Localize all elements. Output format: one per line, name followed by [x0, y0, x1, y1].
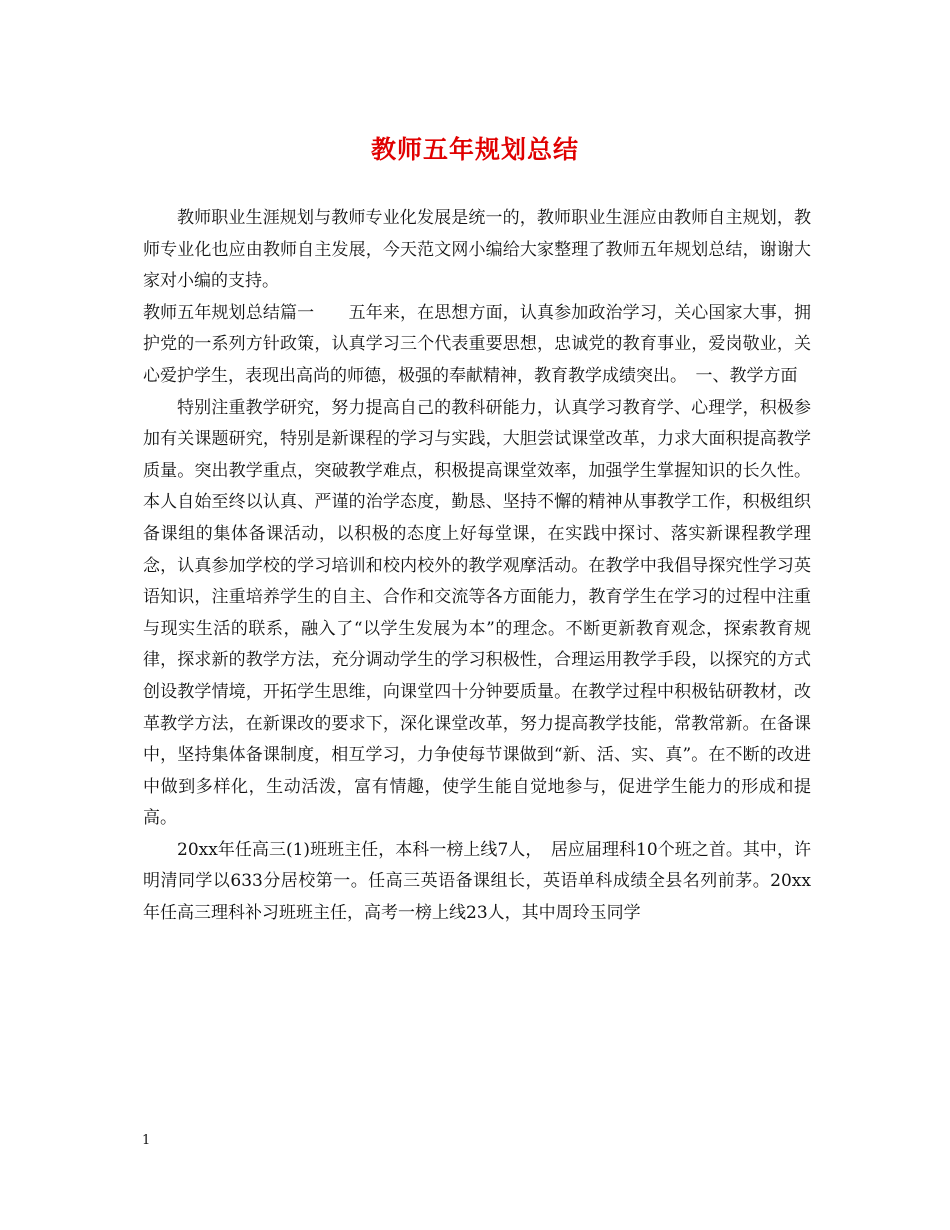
document-title: 教师五年规划总结 [370, 135, 579, 164]
teaching-paragraph: 特别注重教学研究，努力提高自己的教科研能力，认真学习教育学、心理学，积极参加有关课题研究，特别是新课程的学习与实践，大胆尝试课堂改革，力求大面积提高教学质量。突出教学重点，突破教学难点，积极提高课堂效率，加强学生掌握知识的长久性。本人自始至终以认真、严谨的治学态度，勤恳、坚持不懈的精神从事教学工作，积极组织备课组的集体备课活动，以积极的态度上好每堂课，在实践中探讨、落实新课程教学理念，认真参加学校的学习培训和校内校外的教学观摩活动。在教学中我倡导探究性学习英语知识，注重培养学生的自主、合作和交流等各方面能力，教育学生在学习的过程中注重与现实生活的联系，融入了“以学生发展为本”的理念。不断更新教育观念，探索教育规律，探求新的教学方法，充分调动学生的学习积极性，合理运用教学手段，以探究的方式创设教学情境，开拓学生思维，向课堂四十分钟要质量。在教学过程中积极钻研教材，改革教学方法，在新课改的要求下，深化课堂改革，努力提高教学技能，常教常新。在备课中，坚持集体备课制度，相互学习，力争使每节课做到“新、活、实、真”。在不断的改进中做到多样化，生动活泼，富有情趣，使学生能自觉地参与，促进学生能力的形成和提高。 [143, 397, 811, 829]
page-number: 1 [142, 1133, 151, 1148]
document-body [143, 203, 811, 930]
results-paragraph: 20xx年任高三(1)班班主任，本科一榜上线7人， 居应届理科10个班之首。其中，许明清同学以633分居校第一。任高三英语备课组长，英语单科成绩全县名列前茅。20xx年任高三理科补习班班主任，高考一榜上线23人，其中周玲玉同学 [143, 839, 811, 924]
intro-paragraph: 教师职业生涯规划与教师专业化发展是统一的，教师职业生涯应由教师自主规划，教师专业化也应由教师自主发展，今天范文网小编给大家整理了教师五年规划总结，谢谢大家对小编的支持。 [143, 208, 811, 292]
section-intro-paragraph: 教师五年规划总结篇一 五年来，在思想方面，认真参加政治学习，关心国家大事，拥护党的一系列方针政策，认真学习三个代表重要思想，忠诚党的教育事业，爱岗敬业，关心爱护学生，表现出高尚的师德，极强的奉献精神，教育教学成绩突出。 一、教学方面 [143, 302, 811, 386]
